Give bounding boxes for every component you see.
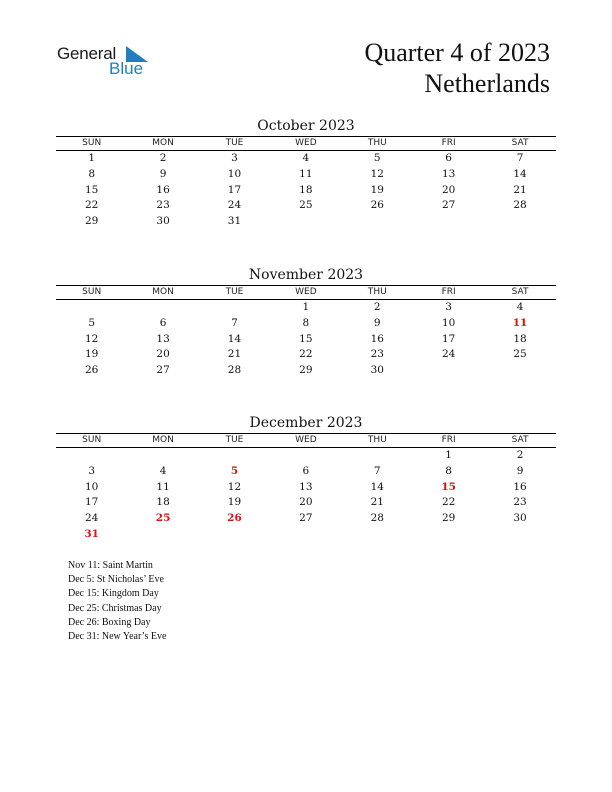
weekday-tue: TUE (225, 287, 244, 297)
day-cell: 2 (516, 449, 524, 461)
day-cell: 9 (159, 167, 167, 180)
holiday-note: Dec 25: Christmas Day (68, 602, 162, 614)
day-cell: 22 (441, 496, 456, 509)
day-cell: 20 (299, 496, 313, 509)
empty-day-cell (413, 214, 484, 230)
holiday-day-cell: 26 (227, 512, 242, 525)
day-cell: 16 (513, 480, 527, 493)
weekday-header-row (56, 434, 556, 447)
day-cell: 26 (85, 364, 99, 377)
page-title-quarter: Quarter 4 of 2023 (364, 38, 550, 67)
day-cell: 14 (227, 332, 242, 345)
week-row (56, 316, 556, 332)
weekday-sun: SUN (82, 435, 102, 445)
day-cell: 29 (441, 512, 456, 525)
day-cell: 11 (156, 480, 170, 493)
weekday-fri: FRI (441, 138, 456, 148)
day-cell: 8 (88, 167, 96, 180)
page-title-country: Netherlands (424, 69, 550, 98)
holiday-note: Dec 31: New Year’s Eve (68, 631, 167, 643)
day-cell: 27 (156, 364, 170, 377)
day-cell: 13 (156, 332, 170, 345)
day-cell: 16 (370, 332, 384, 345)
day-cell: 7 (373, 464, 381, 477)
weekday-wed: WED (295, 138, 317, 148)
empty-day-cell (199, 527, 270, 543)
empty-day-cell (127, 527, 198, 543)
day-cell: 6 (159, 316, 167, 329)
week-row (56, 151, 556, 167)
day-cell: 4 (159, 464, 167, 477)
weekday-sat: SAT (511, 287, 529, 297)
month-title: October 2023 (257, 118, 355, 134)
month-title: November 2023 (248, 267, 364, 283)
day-cell: 5 (88, 316, 96, 329)
day-cell: 14 (513, 167, 527, 180)
holiday-notes (68, 559, 166, 644)
logo (57, 44, 157, 84)
day-cell: 20 (156, 348, 170, 361)
day-cell: 4 (516, 301, 524, 313)
day-cell: 30 (513, 512, 527, 525)
week-row (56, 300, 556, 316)
empty-day-cell (56, 448, 127, 464)
holiday-note: Dec 15: Kingdom Day (68, 588, 159, 600)
day-cell: 14 (370, 480, 384, 493)
day-cell: 2 (159, 152, 167, 164)
day-cell: 5 (373, 152, 381, 164)
holiday-day-cell: 5 (230, 464, 239, 477)
day-cell: 17 (85, 496, 99, 509)
day-cell: 20 (441, 183, 456, 196)
week-row (56, 347, 556, 363)
weekday-wed: WED (295, 287, 317, 297)
day-cell: 21 (513, 183, 527, 196)
day-cell: 13 (299, 480, 313, 493)
day-cell: 18 (299, 183, 313, 196)
empty-day-cell (199, 448, 270, 464)
day-cell: 10 (441, 316, 456, 329)
empty-day-cell (342, 214, 413, 230)
weekday-sat: SAT (511, 138, 529, 148)
weekday-mon: MON (152, 138, 174, 148)
day-cell: 26 (370, 199, 384, 212)
empty-day-cell (270, 214, 341, 230)
day-cell: 27 (441, 199, 456, 212)
empty-day-cell (270, 527, 341, 543)
holiday-day-cell: 15 (441, 480, 456, 493)
day-cell: 1 (302, 301, 310, 313)
day-cell: 28 (370, 512, 384, 525)
month-december (56, 413, 556, 543)
empty-day-cell (127, 300, 198, 316)
week-row (56, 363, 556, 379)
day-cell: 1 (445, 449, 452, 461)
day-cell: 27 (299, 512, 313, 525)
day-cell: 28 (227, 364, 242, 377)
week-row (56, 527, 556, 543)
holiday-note: Dec 26: Boxing Day (68, 616, 151, 628)
day-cell: 21 (370, 496, 384, 509)
day-cell: 19 (370, 183, 384, 196)
day-cell: 29 (85, 215, 99, 228)
logo-word-general: General (57, 44, 117, 63)
logo-word-blue: Blue (109, 59, 144, 78)
day-cell: 25 (299, 199, 313, 212)
day-cell: 1 (88, 152, 96, 164)
week-row (56, 167, 556, 183)
week-row (56, 464, 556, 480)
day-cell: 7 (231, 316, 238, 329)
day-cell: 29 (299, 364, 313, 377)
empty-day-cell (484, 527, 555, 543)
week-row (56, 198, 556, 214)
month-title: December 2023 (249, 415, 363, 431)
day-cell: 7 (516, 152, 524, 164)
holiday-day-cell: 25 (155, 512, 171, 525)
day-cell: 3 (231, 152, 238, 164)
week-row (56, 214, 556, 230)
holiday-note: Dec 5: St Nicholas’ Eve (68, 574, 164, 586)
day-cell: 22 (85, 199, 99, 212)
day-cell: 3 (445, 301, 452, 313)
weekday-thu: THU (367, 287, 387, 297)
week-row (56, 183, 556, 199)
weekday-sun: SUN (82, 287, 102, 297)
day-cell: 17 (227, 183, 242, 196)
week-row (56, 448, 556, 464)
day-cell: 6 (445, 152, 452, 164)
day-cell: 23 (370, 348, 384, 361)
empty-day-cell (127, 448, 198, 464)
empty-day-cell (413, 363, 484, 379)
empty-day-cell (413, 527, 484, 543)
month-november (56, 265, 556, 379)
weekday-sat: SAT (511, 435, 529, 445)
weekday-header-row (56, 286, 556, 299)
holiday-day-cell: 31 (84, 527, 99, 540)
empty-day-cell (342, 448, 413, 464)
day-cell: 22 (299, 348, 313, 361)
empty-day-cell (484, 363, 555, 379)
day-cell: 15 (299, 332, 313, 345)
weekday-thu: THU (367, 435, 387, 445)
empty-day-cell (199, 300, 270, 316)
day-cell: 15 (85, 183, 99, 196)
day-cell: 25 (513, 348, 527, 361)
weekday-mon: MON (152, 435, 174, 445)
day-cell: 24 (441, 348, 456, 361)
day-cell: 28 (513, 199, 527, 212)
day-cell: 6 (302, 464, 310, 477)
day-cell: 19 (85, 348, 99, 361)
page-title (364, 37, 550, 99)
week-row (56, 511, 556, 527)
day-cell: 8 (445, 464, 452, 477)
day-cell: 10 (227, 167, 242, 180)
day-cell: 12 (85, 332, 99, 345)
day-cell: 9 (516, 464, 524, 477)
weekday-tue: TUE (225, 138, 244, 148)
holiday-day-cell: 11 (512, 316, 528, 329)
empty-day-cell (56, 300, 127, 316)
day-cell: 18 (156, 496, 170, 509)
weekday-header-row (56, 137, 556, 150)
day-cell: 8 (302, 316, 310, 329)
week-row (56, 495, 556, 511)
weekday-thu: THU (367, 138, 387, 148)
week-row (56, 480, 556, 496)
day-cell: 30 (156, 215, 170, 228)
weekday-fri: FRI (441, 435, 456, 445)
day-cell: 17 (441, 332, 456, 345)
day-cell: 11 (299, 167, 313, 180)
week-row (56, 332, 556, 348)
weekday-fri: FRI (441, 287, 456, 297)
weekday-tue: TUE (225, 435, 244, 445)
weekday-sun: SUN (82, 138, 102, 148)
day-cell: 13 (441, 167, 456, 180)
weekday-wed: WED (295, 435, 317, 445)
day-cell: 3 (88, 464, 96, 477)
day-cell: 24 (85, 512, 99, 525)
day-cell: 4 (302, 152, 310, 164)
day-cell: 23 (156, 199, 170, 212)
empty-day-cell (484, 214, 555, 230)
empty-day-cell (342, 527, 413, 543)
day-cell: 12 (370, 167, 384, 180)
day-cell: 18 (513, 332, 527, 345)
day-cell: 21 (227, 348, 242, 361)
day-cell: 31 (227, 215, 242, 228)
empty-day-cell (270, 448, 341, 464)
weekday-mon: MON (152, 287, 174, 297)
month-october (56, 116, 556, 230)
day-cell: 30 (370, 364, 384, 377)
day-cell: 2 (373, 301, 381, 313)
day-cell: 24 (227, 199, 242, 212)
day-cell: 12 (227, 480, 242, 493)
day-cell: 19 (227, 496, 242, 509)
day-cell: 9 (373, 316, 381, 329)
day-cell: 10 (85, 480, 99, 493)
day-cell: 23 (513, 496, 527, 509)
holiday-note: Nov 11: Saint Martin (68, 560, 153, 571)
day-cell: 16 (156, 183, 170, 196)
